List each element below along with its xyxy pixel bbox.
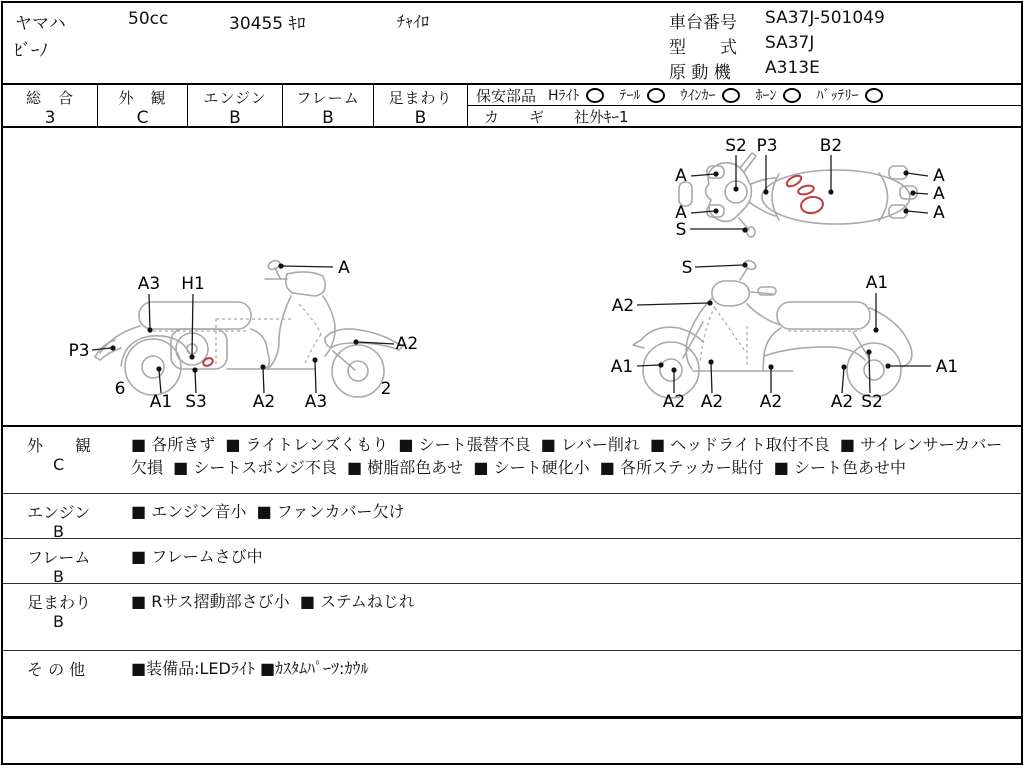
damage-code-label: A1 [865,273,889,293]
damage-code-label: P3 [756,136,778,156]
row-undercarriage-notes: ■ Rサス摺動部さび小 ■ ステムねじれ [131,592,415,611]
row-frame-notes: ■ フレームさび中 [131,547,263,566]
top-view-damage-marks [785,174,824,215]
top-view-diagram [675,136,945,240]
grade-undercarriage-label: 足まわり [388,89,453,107]
damage-code-label: A2 [395,334,419,354]
tread-depth-label: 6 [114,379,126,399]
row-exterior-grade: C [53,455,65,474]
row-other-notes: ■装備品:LEDﾗｲﾄ ■ｶｽﾀﾑﾊﾟｰﾂ:ｶｳﾙ [131,659,369,678]
damage-code-label: H1 [181,274,205,294]
row-frame-grade: B [53,567,64,586]
damage-code-label: A2 [662,392,686,412]
grade-bar [3,83,1021,128]
engine-model-value: A313E [765,58,820,78]
row-frame-label: フレーム [27,548,91,567]
grade-overall-value: 3 [44,108,56,128]
damage-code-label: S3 [185,392,207,412]
damage-code-label: S [681,258,693,278]
safety-parts-row [468,85,1021,106]
grade-exterior-value: C [136,108,149,128]
safety-item-headlight [548,85,604,105]
safety-item-label: Hﾗｲﾄ [548,88,580,104]
damage-diagram-svg [3,126,1021,425]
type-label: 型 式 [669,38,737,58]
pass-circle-icon [783,88,801,103]
row-engine [3,494,1021,539]
grade-frame [283,85,374,126]
row-engine-grade: B [53,522,64,541]
key-row [468,106,1021,126]
damage-code-label: A2 [700,392,724,412]
damage-code-label: A1 [935,357,959,377]
damage-code-label: A2 [830,392,854,412]
damage-code-label: A2 [611,296,635,316]
mileage: 30455 ｷﾛ [229,14,306,34]
damage-code-label: S2 [861,392,883,412]
damage-code-label: B2 [819,136,843,156]
grade-exterior-label: 外 観 [118,89,167,107]
safety-item-label: ｳｲﾝｶｰ [680,88,716,104]
model-name: ﾋﾞｰﾉ [14,41,48,61]
row-undercarriage-grade: B [53,612,64,631]
displacement: 50cc [128,9,169,29]
engine-model-label: 原 動 機 [669,63,731,83]
row-undercarriage-label: 足まわり [27,593,92,612]
right-side-diagram [611,258,958,412]
safety-item-label: ﾊﾞｯﾃﾘｰ [816,88,859,104]
tread-depth-label: 2 [380,379,392,399]
grade-undercarriage [374,85,468,126]
chassis-number-value: SA37J-501049 [765,8,885,28]
damage-code-label: A [933,203,945,223]
damage-code-label: A1 [610,357,634,377]
row-exterior-label: 外 観 [27,436,92,455]
grade-engine-label: エンジン [203,89,267,107]
damage-code-label: S [675,220,687,240]
row-frame [3,539,1021,584]
pass-circle-icon [722,88,740,103]
safety-item-winker [681,85,740,105]
pass-circle-icon [586,88,604,103]
damage-code-label: S2 [725,136,747,156]
key-value: 社外ｷｰ1 [574,107,629,126]
key-label: カ ギ [484,107,545,126]
row-undercarriage [3,584,1021,651]
safety-item-tail [620,85,665,105]
left-side-damage-marks [202,357,214,368]
damage-code-label: A1 [149,392,173,412]
damage-code-label: A3 [137,274,161,294]
grade-frame-label: フレーム [296,89,360,107]
damage-code-label: A2 [252,392,276,412]
safety-item-battery [817,85,883,105]
grade-overall [3,85,98,126]
damage-diagram-area [3,126,1021,425]
damage-code-label: A [933,166,945,186]
damage-code-label: A [933,184,945,204]
row-engine-notes: ■ エンジン音小 ■ ファンカバー欠け [131,502,405,521]
row-engine-label: エンジン [27,503,91,522]
row-other [3,651,1021,719]
grade-engine [188,85,283,126]
empty-row [3,719,1021,763]
maker-name: ヤマハ [15,14,66,34]
grade-exterior [98,85,188,126]
row-other-label: そ の 他 [27,660,86,679]
damage-code-label: A3 [304,392,328,412]
damage-code-label: A [338,258,350,278]
safety-item-horn [756,85,801,105]
grade-overall-label: 総 合 [25,89,74,107]
grade-undercarriage-value: B [414,108,427,128]
damage-code-label: A [675,166,687,186]
pass-circle-icon [647,88,665,103]
right-side-dashed-lines [700,306,861,368]
grade-engine-value: B [229,108,241,128]
row-exterior-notes: ■ 各所きず ■ ライトレンズくもり ■ シート張替不良 ■ レバー削れ ■ ヘッドライト取付不良 ■ サイレンサーカバー欠損 ■ シートスポンジ不良 ■ 樹脂部色あせ ■ シート硬化小 ■ 各所ステッカー貼付 ■ シート色あせ中 [131,435,1003,477]
body-color: ﾁｬｲﾛ [397,12,430,31]
row-exterior [3,425,1021,494]
chassis-number-label: 車台番号 [669,13,737,33]
safety-item-label: ﾎｰﾝ [755,88,777,104]
damage-code-label: P3 [68,341,90,361]
left-side-diagram [68,258,418,412]
grade-frame-value: B [322,108,334,128]
top-view-art [679,153,917,237]
damage-code-label: A [675,203,687,223]
auction-sheet [1,1,1023,765]
damage-code-label: A2 [759,392,783,412]
safety-parts-section [468,85,1021,126]
pass-circle-icon [865,88,883,103]
safety-item-label: ﾃｰﾙ [619,88,641,104]
type-value: SA37J [765,33,815,53]
safety-parts-label: 保安部品 [476,86,537,105]
